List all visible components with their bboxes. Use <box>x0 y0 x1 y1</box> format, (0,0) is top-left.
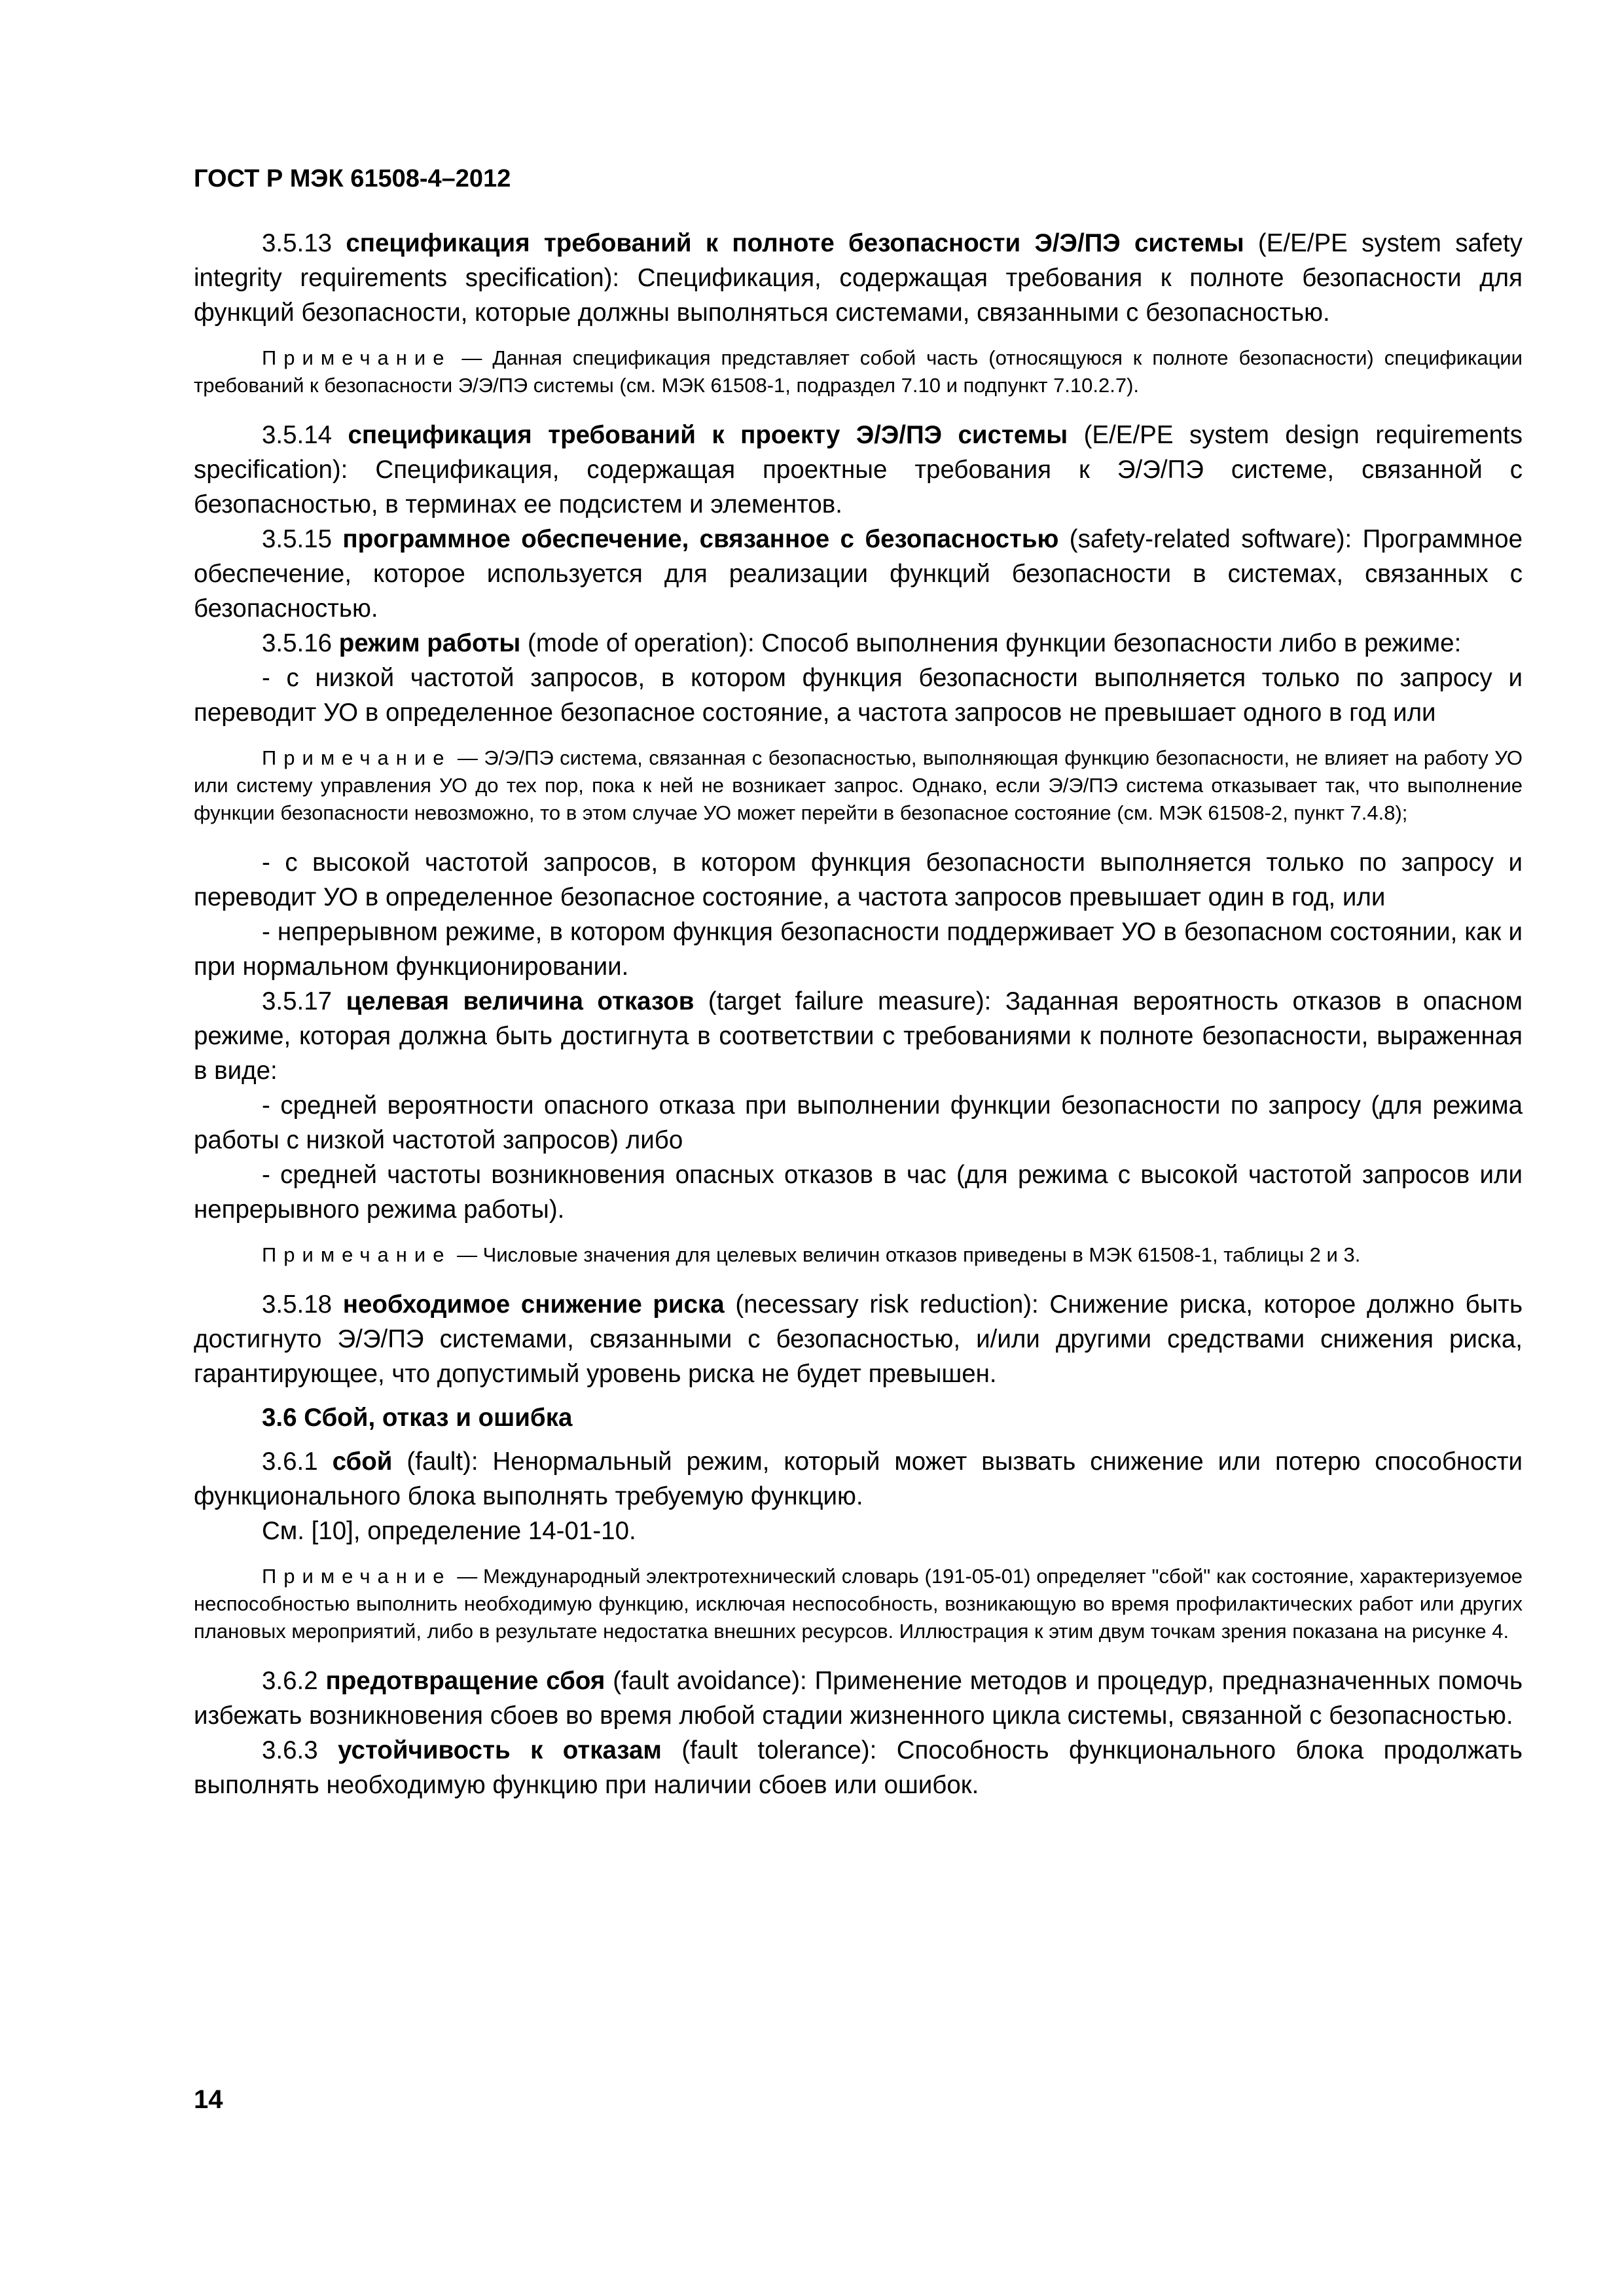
paragraph: - с высокой частотой запросов, в котором функция безопасности выполняется только по запросу и переводит УО в определенное безопасное состояние, а частота запросов превышает один в год, или <box>194 848 1523 911</box>
term-name: устойчивость к отказам <box>338 1736 662 1764</box>
term-definition <box>194 984 1523 1088</box>
note-label: Примечание <box>262 1565 452 1588</box>
term-text: (safety-related software): Программное обеспечение, которое используется для реализации функций безопасности в системах, связанных с безопасностью. <box>194 525 1523 623</box>
term-number: 3.5.14 <box>262 421 333 449</box>
paragraph: - непрерывном режиме, в котором функция безопасности поддерживает УО в безопасном состоянии, как и при нормальном функционировании. <box>194 918 1523 981</box>
term-number: 3.5.13 <box>262 229 333 257</box>
term-definition <box>194 418 1523 522</box>
term-text: (fault avoidance): Применение методов и процедур, предназначенных помочь избежать возникновения сбоев во время любой стадии жизненного цикла системы, связанной с безопасностью. <box>194 1667 1523 1730</box>
note-label: Примечание <box>262 346 452 369</box>
term-definition <box>194 522 1523 626</box>
term-name: спецификация требований к полноте безопасности Э/Э/ПЭ системы <box>346 229 1244 257</box>
note-label: Примечание <box>262 1243 452 1266</box>
term-name: спецификация требований к проекту Э/Э/ПЭ системы <box>348 421 1068 449</box>
term-text: (target failure measure): Заданная вероятность отказов в опасном режиме, которая должна быть достигнута в соответствии с требованиями к полноте безопасности, выраженная в виде: <box>194 987 1523 1085</box>
term-definition <box>194 626 1523 661</box>
term-number: 3.5.17 <box>262 987 333 1015</box>
note <box>194 744 1523 827</box>
term-number: 3.5.15 <box>262 525 333 553</box>
section-heading: 3.6 Сбой, отказ и ошибка <box>262 1404 573 1432</box>
term-definition <box>194 1444 1523 1514</box>
paragraph: - средней частоты возникновения опасных отказов в час (для режима с высокой частотой запросов или непрерывного режима работы). <box>194 1161 1523 1224</box>
page-number: 14 <box>194 2085 223 2114</box>
document-body <box>194 226 1523 1802</box>
term-text: (necessary risk reduction): Снижение риска, которое должно быть достигнуто Э/Э/ПЭ системами, связанными с безопасностью, и/или другими средствами снижения риска, гарантирующее, что допустимый уровень риска не будет превышен. <box>194 1290 1523 1388</box>
term-definition <box>194 1664 1523 1733</box>
paragraph: - с низкой частотой запросов, в котором функция безопасности выполняется только по запросу и переводит УО в определенное безопасное состояние, а частота запросов не превышает одного в год или <box>194 664 1523 727</box>
paragraph: - средней вероятности опасного отказа при выполнении функции безопасности по запросу (для режима работы с низкой частотой запросов) либо <box>194 1091 1523 1154</box>
term-text: (E/E/PE system safety integrity requirements specification): Спецификация, содержащая требования к полноте безопасности для функций безопасности, которые должны выполняться системами, связанными с безопасностью. <box>194 229 1523 327</box>
note-text: — Международный электротехнический словарь (191-05-01) определяет "сбой" как состояние, характеризуемое неспособностью выполнить необходимую функцию, исключая неспособность, возникающую во время профилактических работ или других плановых мероприятий, либо в результате недостатка внешних ресурсов. Иллюстрация к этим двум точкам зрения показана на рисунке 4. <box>194 1565 1523 1643</box>
note-label: Примечание <box>262 746 452 769</box>
term-definition <box>194 1287 1523 1391</box>
term-number: 3.5.16 <box>262 629 333 657</box>
term-definition <box>194 226 1523 330</box>
term-name: режим работы <box>338 629 521 657</box>
term-name: необходимое снижение риска <box>342 1290 725 1319</box>
term-text: (fault): Ненормальный режим, который может вызвать снижение или потерю способности функционального блока выполнять требуемую функцию. <box>194 1448 1523 1510</box>
term-number: 3.6.2 <box>262 1667 318 1695</box>
term-number: 3.6.1 <box>262 1448 318 1476</box>
term-text: (fault tolerance): Способность функционального блока продолжать выполнять необходимую функцию при наличии сбоев или ошибок. <box>194 1736 1523 1799</box>
term-name: предотвращение сбоя <box>325 1667 605 1695</box>
term-text: (E/E/PE system design requirements specification): Спецификация, содержащая проектные требования к Э/Э/ПЭ системе, связанной с безопасностью, в терминах ее подсистем и элементов. <box>194 421 1523 519</box>
term-name: сбой <box>332 1448 393 1476</box>
term-name: целевая величина отказов <box>346 987 695 1015</box>
term-name: программное обеспечение, связанное с безопасностью <box>342 525 1059 553</box>
note-text: — Э/Э/ПЭ система, связанная с безопасностью, выполняющая функцию безопасности, не влияет на работу УО или систему управления УО до тех пор, пока к ней не возникает запрос. Однако, если Э/Э/ПЭ система отказывает так, что выполнение функции безопасности невозможно, то в этом случае УО может перейти в безопасное состояние (см. МЭК 61508-2, пункт 7.4.8); <box>194 746 1523 824</box>
note-text: — Числовые значения для целевых величин отказов приведены в МЭК 61508-1, таблицы 2 и 3. <box>457 1243 1361 1266</box>
term-definition <box>194 1733 1523 1802</box>
note <box>194 344 1523 399</box>
note-text: — Данная спецификация представляет собой часть (относящуюся к полноте безопасности) спецификации требований к безопасности Э/Э/ПЭ системы (см. МЭК 61508-1, подраздел 7.10 и подпункт 7.10.2.7). <box>194 346 1523 397</box>
term-text: (mode of operation): Способ выполнения функции безопасности либо в режиме: <box>528 629 1462 657</box>
document-header: ГОСТ Р МЭК 61508-4–2012 <box>194 165 511 192</box>
note <box>194 1563 1523 1645</box>
note <box>194 1241 1523 1269</box>
term-number: 3.6.3 <box>262 1736 318 1764</box>
term-number: 3.5.18 <box>262 1290 333 1319</box>
paragraph: См. [10], определение 14-01-10. <box>262 1517 636 1545</box>
